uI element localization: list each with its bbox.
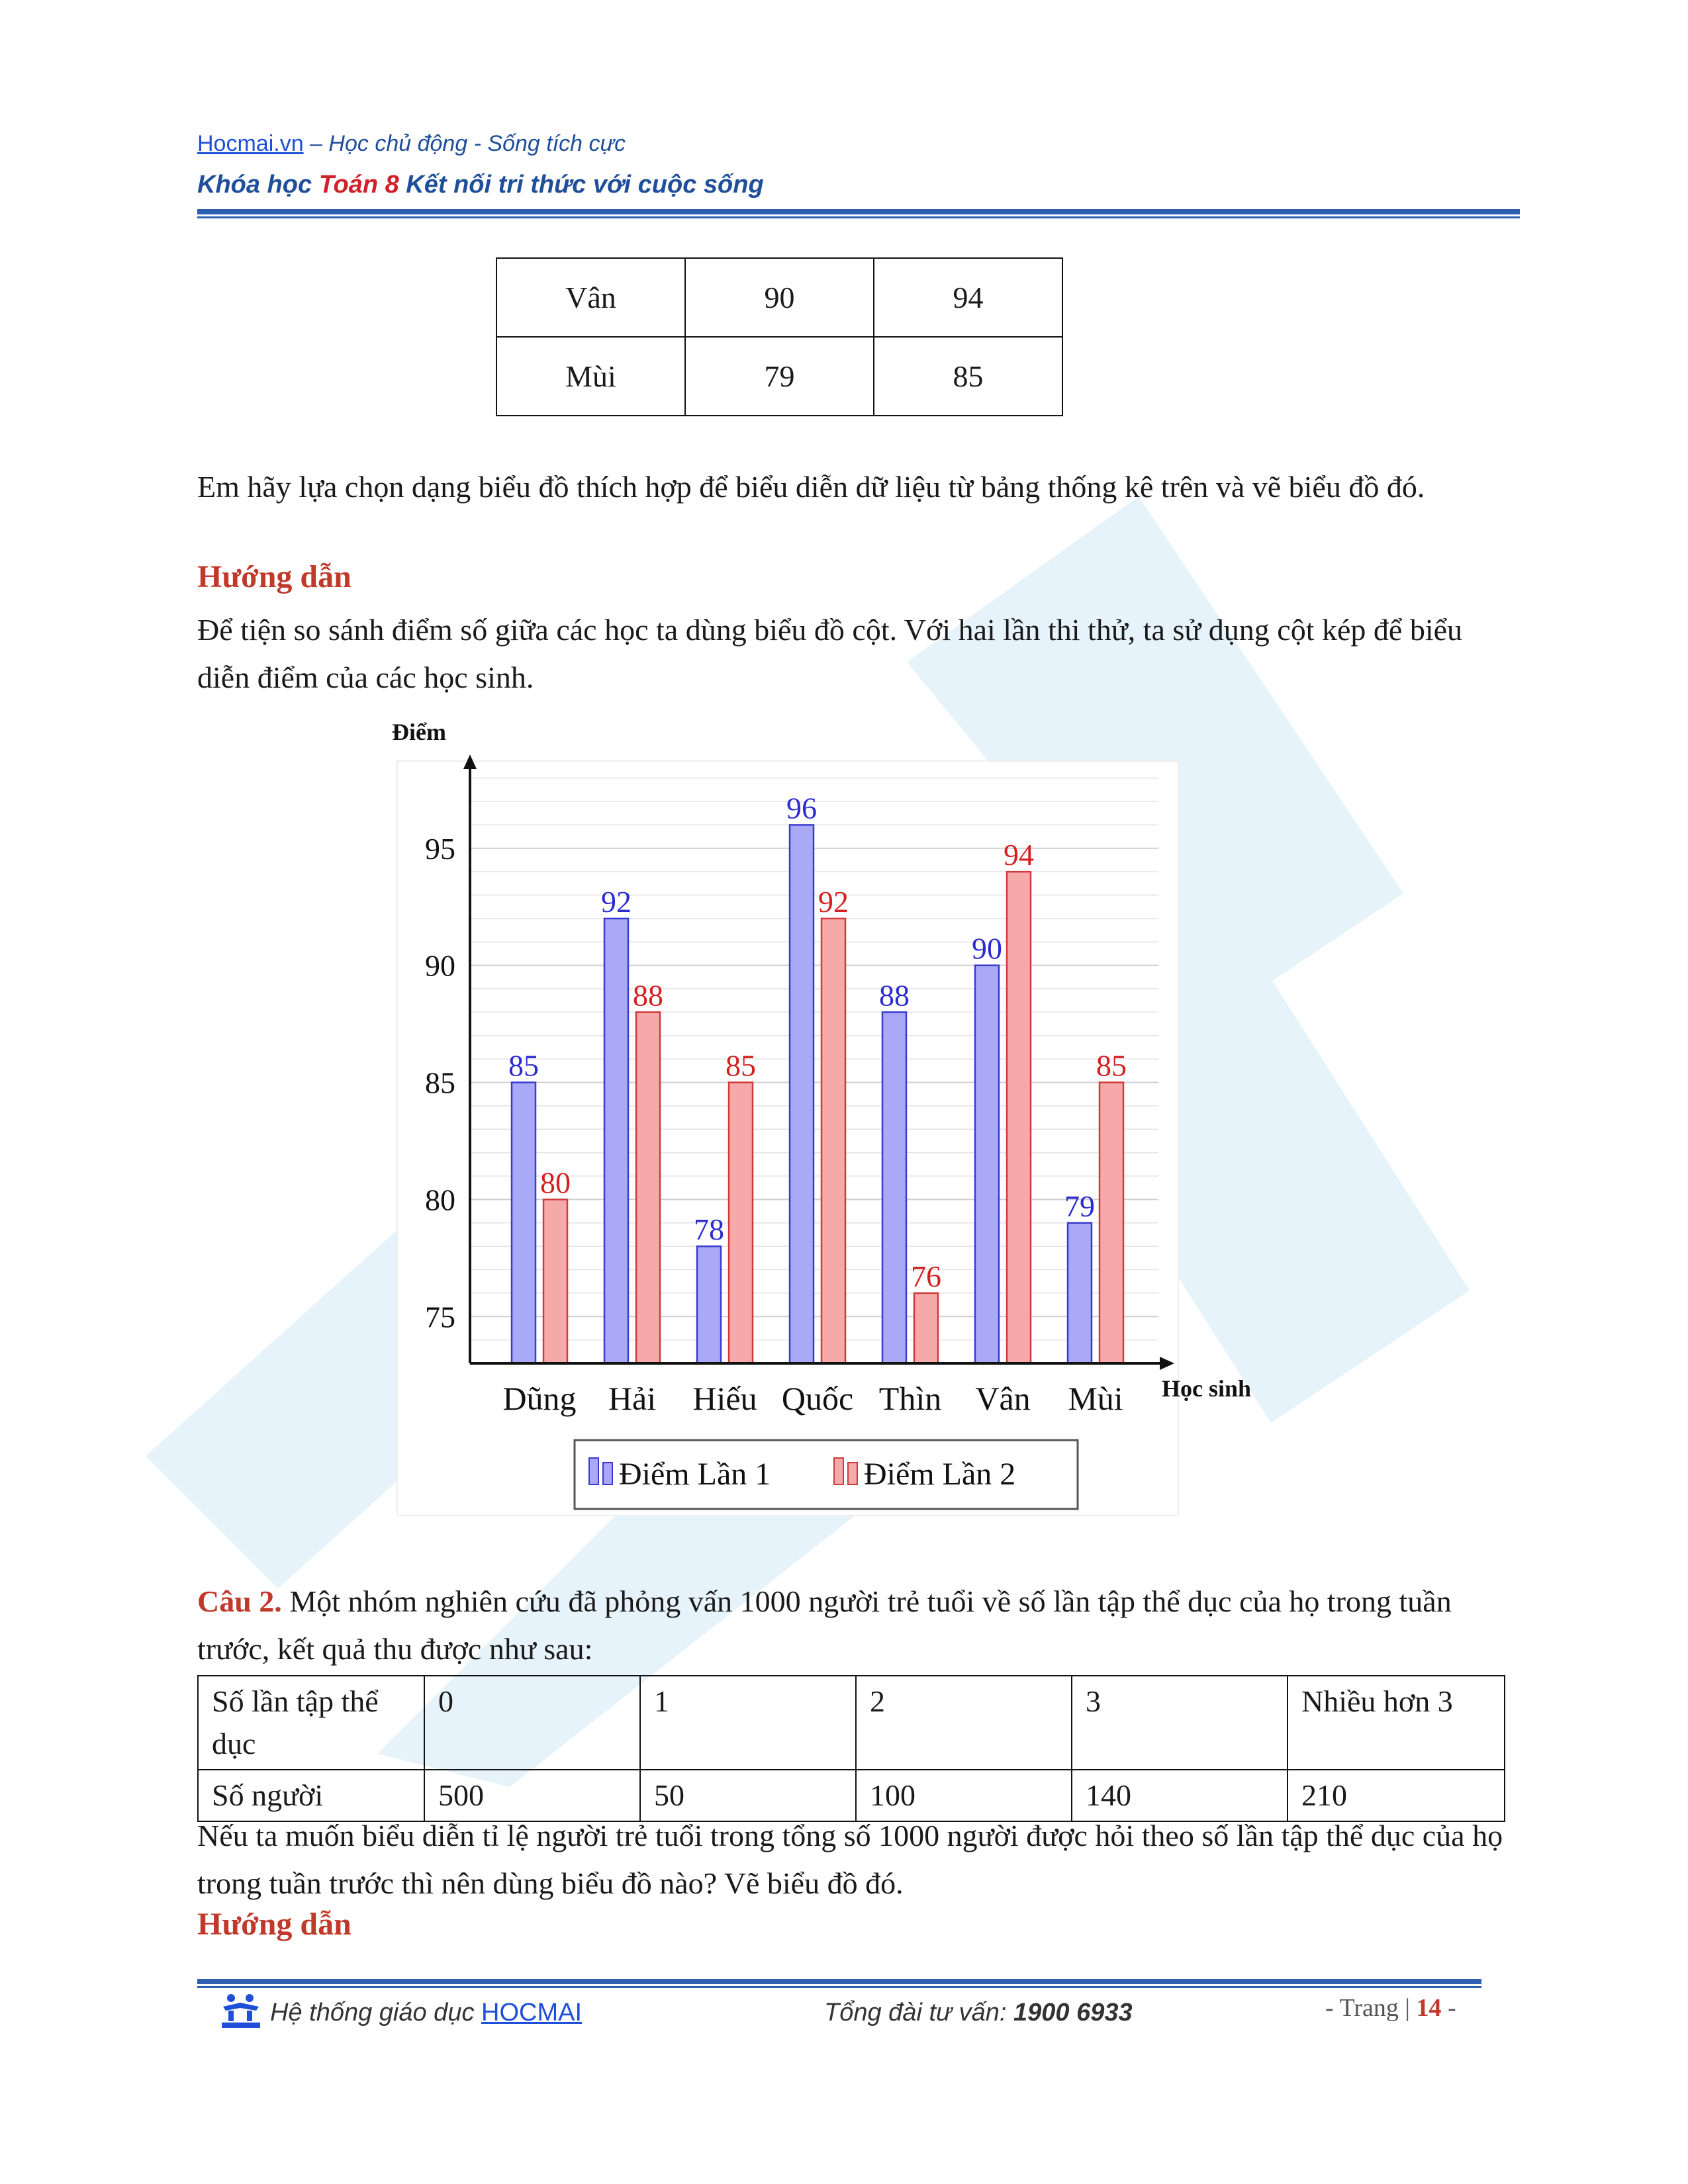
header-rule-thin <box>197 216 1520 218</box>
y-tick-label: 95 <box>425 831 455 866</box>
bar-2-Mùi <box>1100 1083 1123 1363</box>
footer-rule-thin <box>197 1986 1481 1988</box>
bar-1-Dũng <box>512 1083 536 1363</box>
bar-2-Quốc <box>821 919 845 1363</box>
data-label: 96 <box>786 791 817 825</box>
y-tick-label: 90 <box>425 948 455 983</box>
score-table <box>496 257 1063 416</box>
bar-2-Dũng <box>543 1199 567 1363</box>
header-site-line <box>197 131 626 157</box>
bar-2-Hiếu <box>729 1083 753 1363</box>
q1-answer: Để tiện so sánh điểm số giữa các học ta dùng biểu đồ cột. Với hai lần thi thử, ta sử dụng cột kép để biểu diễn điểm của các học sinh. <box>197 613 1463 694</box>
table-row: Số lần tập thể dục 0 1 2 3 Nhiều hơn 3 <box>198 1676 1505 1770</box>
guide-heading-2: Hướng dẫn <box>197 1907 352 1942</box>
y-tick-label: 85 <box>425 1066 455 1100</box>
bar-2-Thìn <box>914 1293 938 1363</box>
x-tick-label: Vân <box>975 1380 1031 1417</box>
x-tick-label: Dũng <box>502 1380 577 1417</box>
data-label: 76 <box>911 1259 941 1293</box>
table-row: Mùi 79 85 <box>496 337 1062 416</box>
legend-label-series-2: Điểm Lần 2 <box>864 1457 1016 1492</box>
bar-2-Vân <box>1007 872 1031 1363</box>
chart-legend <box>575 1440 1078 1509</box>
data-label: 78 <box>694 1212 724 1247</box>
x-tick-label: Quốc <box>781 1380 854 1417</box>
page-number: - Trang | 14 - <box>1325 1994 1456 2022</box>
data-label: 85 <box>726 1048 756 1083</box>
x-tick-label: Hiếu <box>692 1380 757 1417</box>
x-tick-label: Thìn <box>878 1380 942 1417</box>
guide-heading-1: Hướng dẫn <box>197 559 352 594</box>
table-row: Số người 500 50 100 140 210 <box>198 1770 1505 1821</box>
course-title: Khóa học Toán 8 Kết nối tri thức với cuộc sống <box>197 171 764 199</box>
footer-rule <box>197 1979 1481 1984</box>
bar-1-Mùi <box>1068 1223 1092 1363</box>
bar-2-Hải <box>636 1012 660 1363</box>
data-label: 79 <box>1064 1189 1095 1223</box>
q2-followup: Nếu ta muốn biểu diễn tỉ lệ người trẻ tuổi trong tổng số 1000 người được hỏi theo số lần tập thể dục của họ trong tuần trước thì nên dùng biểu đồ nào? Vẽ biểu đồ đó. <box>197 1819 1503 1900</box>
data-label: 94 <box>1004 838 1034 872</box>
q2-question: Câu 2. Một nhóm nghiên cứu đã phỏng vấn 1000 người trẻ tuổi về số lần tập thể dục của họ trong tuần trước, kết quả thu được như sau: <box>197 1584 1452 1666</box>
data-label: 88 <box>879 978 910 1013</box>
x-tick-label: Hải <box>608 1380 657 1417</box>
slogan: – Học chủ động - Sống tích cực <box>303 131 626 156</box>
footer-hotline: Tổng đài tư vấn: 1900 6933 <box>824 1999 1133 2026</box>
bar-1-Hải <box>604 919 628 1363</box>
q1-question: Em hãy lựa chọn dạng biểu đồ thích hợp để biểu diễn dữ liệu từ bảng thống kê trên và vẽ biểu đồ đó. <box>197 470 1425 504</box>
bar-1-Hiếu <box>697 1246 721 1363</box>
bar-1-Thìn <box>882 1012 906 1363</box>
data-label: 85 <box>508 1048 539 1083</box>
legend-swatch-series-1 <box>589 1458 598 1484</box>
table-row: Vân 90 94 <box>496 258 1062 337</box>
data-label: 92 <box>601 884 632 919</box>
hocmai-logo-icon <box>220 1992 261 2029</box>
y-tick-label: 80 <box>425 1183 455 1217</box>
bar-1-Vân <box>975 966 999 1363</box>
legend-swatch-series-2 <box>834 1458 843 1484</box>
x-tick-label: Mùi <box>1068 1380 1123 1417</box>
legend-label-series-1: Điểm Lần 1 <box>619 1457 771 1492</box>
bar-1-Quốc <box>790 825 814 1363</box>
header-rule <box>197 209 1520 214</box>
footer-brand-link[interactable]: HOCMAI <box>481 1999 583 2026</box>
data-label: 92 <box>818 884 849 919</box>
data-label: 90 <box>972 931 1002 966</box>
data-label: 88 <box>633 978 663 1013</box>
data-label: 80 <box>540 1165 571 1200</box>
y-axis-label: Điểm <box>392 719 446 745</box>
bar-chart <box>371 715 1311 1522</box>
site-link[interactable]: Hocmai.vn <box>197 131 304 156</box>
data-label: 85 <box>1096 1048 1127 1083</box>
y-tick-label: 75 <box>425 1300 455 1334</box>
x-axis-label: Học sinh <box>1162 1375 1252 1402</box>
footer-left: Hệ thống giáo dục HOCMAI <box>270 1999 583 2026</box>
exercise-table <box>197 1675 1505 1822</box>
